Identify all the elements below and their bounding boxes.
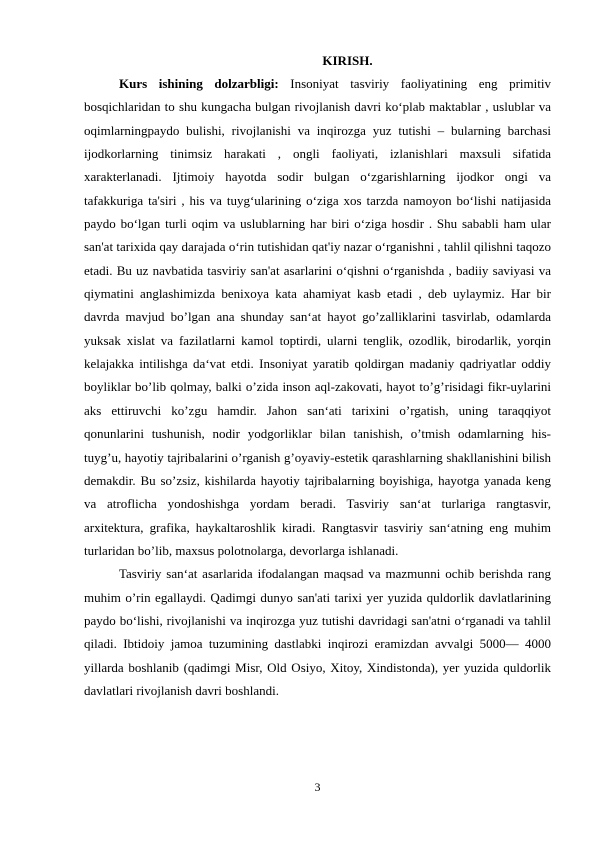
paragraph-body: Tasviriy san‘at asarlarida ifodalangan maqsad va mazmunni ochib berishda rang muhim o’rin egallaydi. Qadimgi dunyo san'ati tarixi yer yuzida quldorlik davlatlarining paydo bo‘lishi, rivojlanishi va inqirozga yuz tutishi davridagi san'atni o‘rganadi va tahlil qiladi. Ibtidoiy jamoa tuzumining dastlabki inqirozi eramizdan avvalgi 5000— 4000 yillarda boshlanib (qadimgi Misr, Old Osiyo, Xitoy, Xindistonda), yer yuzida quldorlik davlatlari rivojlanish davri boshlandi. [84, 566, 551, 698]
page-number: 3 [314, 780, 321, 794]
page-title: KIRISH. [322, 53, 373, 68]
document-page [84, 50, 551, 702]
paragraph-relevance [84, 72, 551, 562]
paragraph-body: Insoniyat tasviriy faoliyatining eng primitiv bosqichlaridan to shu kungacha bulgan rivojlanish davri ko‘plab maktablar , uslublar va oqimlarningpaydo bulishi, rivojlanishi va inqirozga yuz tutishi – bularning barchasi ijodkorlarning tinimsiz harakati , ongli faoliyati, izlanishlari maxsuli sifatida xarakterlanadi. Ijtimoiy hayotda sodir bulgan o‘zgarishlarning ijodkor ongi va tafakkuriga ta'siri , his va tuyg‘ularining o‘ziga xos tarzda namoyon bo‘lishi natijasida paydo bo‘lgan turli oqim va uslublarning har biri o‘ziga hosdir . Shu sababli ham ular san'at tarixida qay darajada o‘rin tutishidan qat'iy nazar o‘rganishni , tahlil qilishni taqozo etadi. Bu uz navbatida tasviriy san'at asarlarini o‘qishni o‘rganishda , badiiy saviyasi va qiymatini anglashimizda benixoya kata ahamiyat kasb etadi , deb uylaymiz. Har bir davrda mavjud bo’lgan ana shunday san‘at hayot go’zalliklarini tasvirlab, odamlarda yuksak xislat va fazilatlarni kamol toptirdi, ularni tenglik, ozodlik, birodarlik, yorqin kelajakka intilishga da‘vat etdi. Insoniyat yaratib qoldirgan madaniy qadriyatlar oddiy boyliklar bo’lib qolmay, balki o’zida inson aql-zakovati, hayot to’g’risidagi fikr-uylarini aks ettiruvchi ko’zgu hamdir. Jahon san‘ati tarixini o’rgatish, uning taraqqiyot qonunlarini tushunish, nodir yodgorliklar bilan tanishish, o’tmish odamlarning his-tuyg’u, hayotiy tajribalarini o’rganish g’oyaviy-estetik qarashlarning shakllanishini bilish demakdir. Bu so’zsiz, kishilarda hayotiy tajribalarning boyishiga, hayotga yanada keng va atroflicha yondoshishga yordam beradi. Tasviriy san‘at turlariga rangtasvir, arxitektura, grafika, haykaltaroshlik kiradi. Rangtasvir tasviriy san‘atning eng muhim turlaridan bo’lib, maxsus polotnolarga, devorlarga ishlanadi. [84, 76, 551, 558]
paragraph-color [84, 562, 551, 702]
paragraph-lead: Kurs ishining dolzarbligi: [119, 76, 279, 91]
